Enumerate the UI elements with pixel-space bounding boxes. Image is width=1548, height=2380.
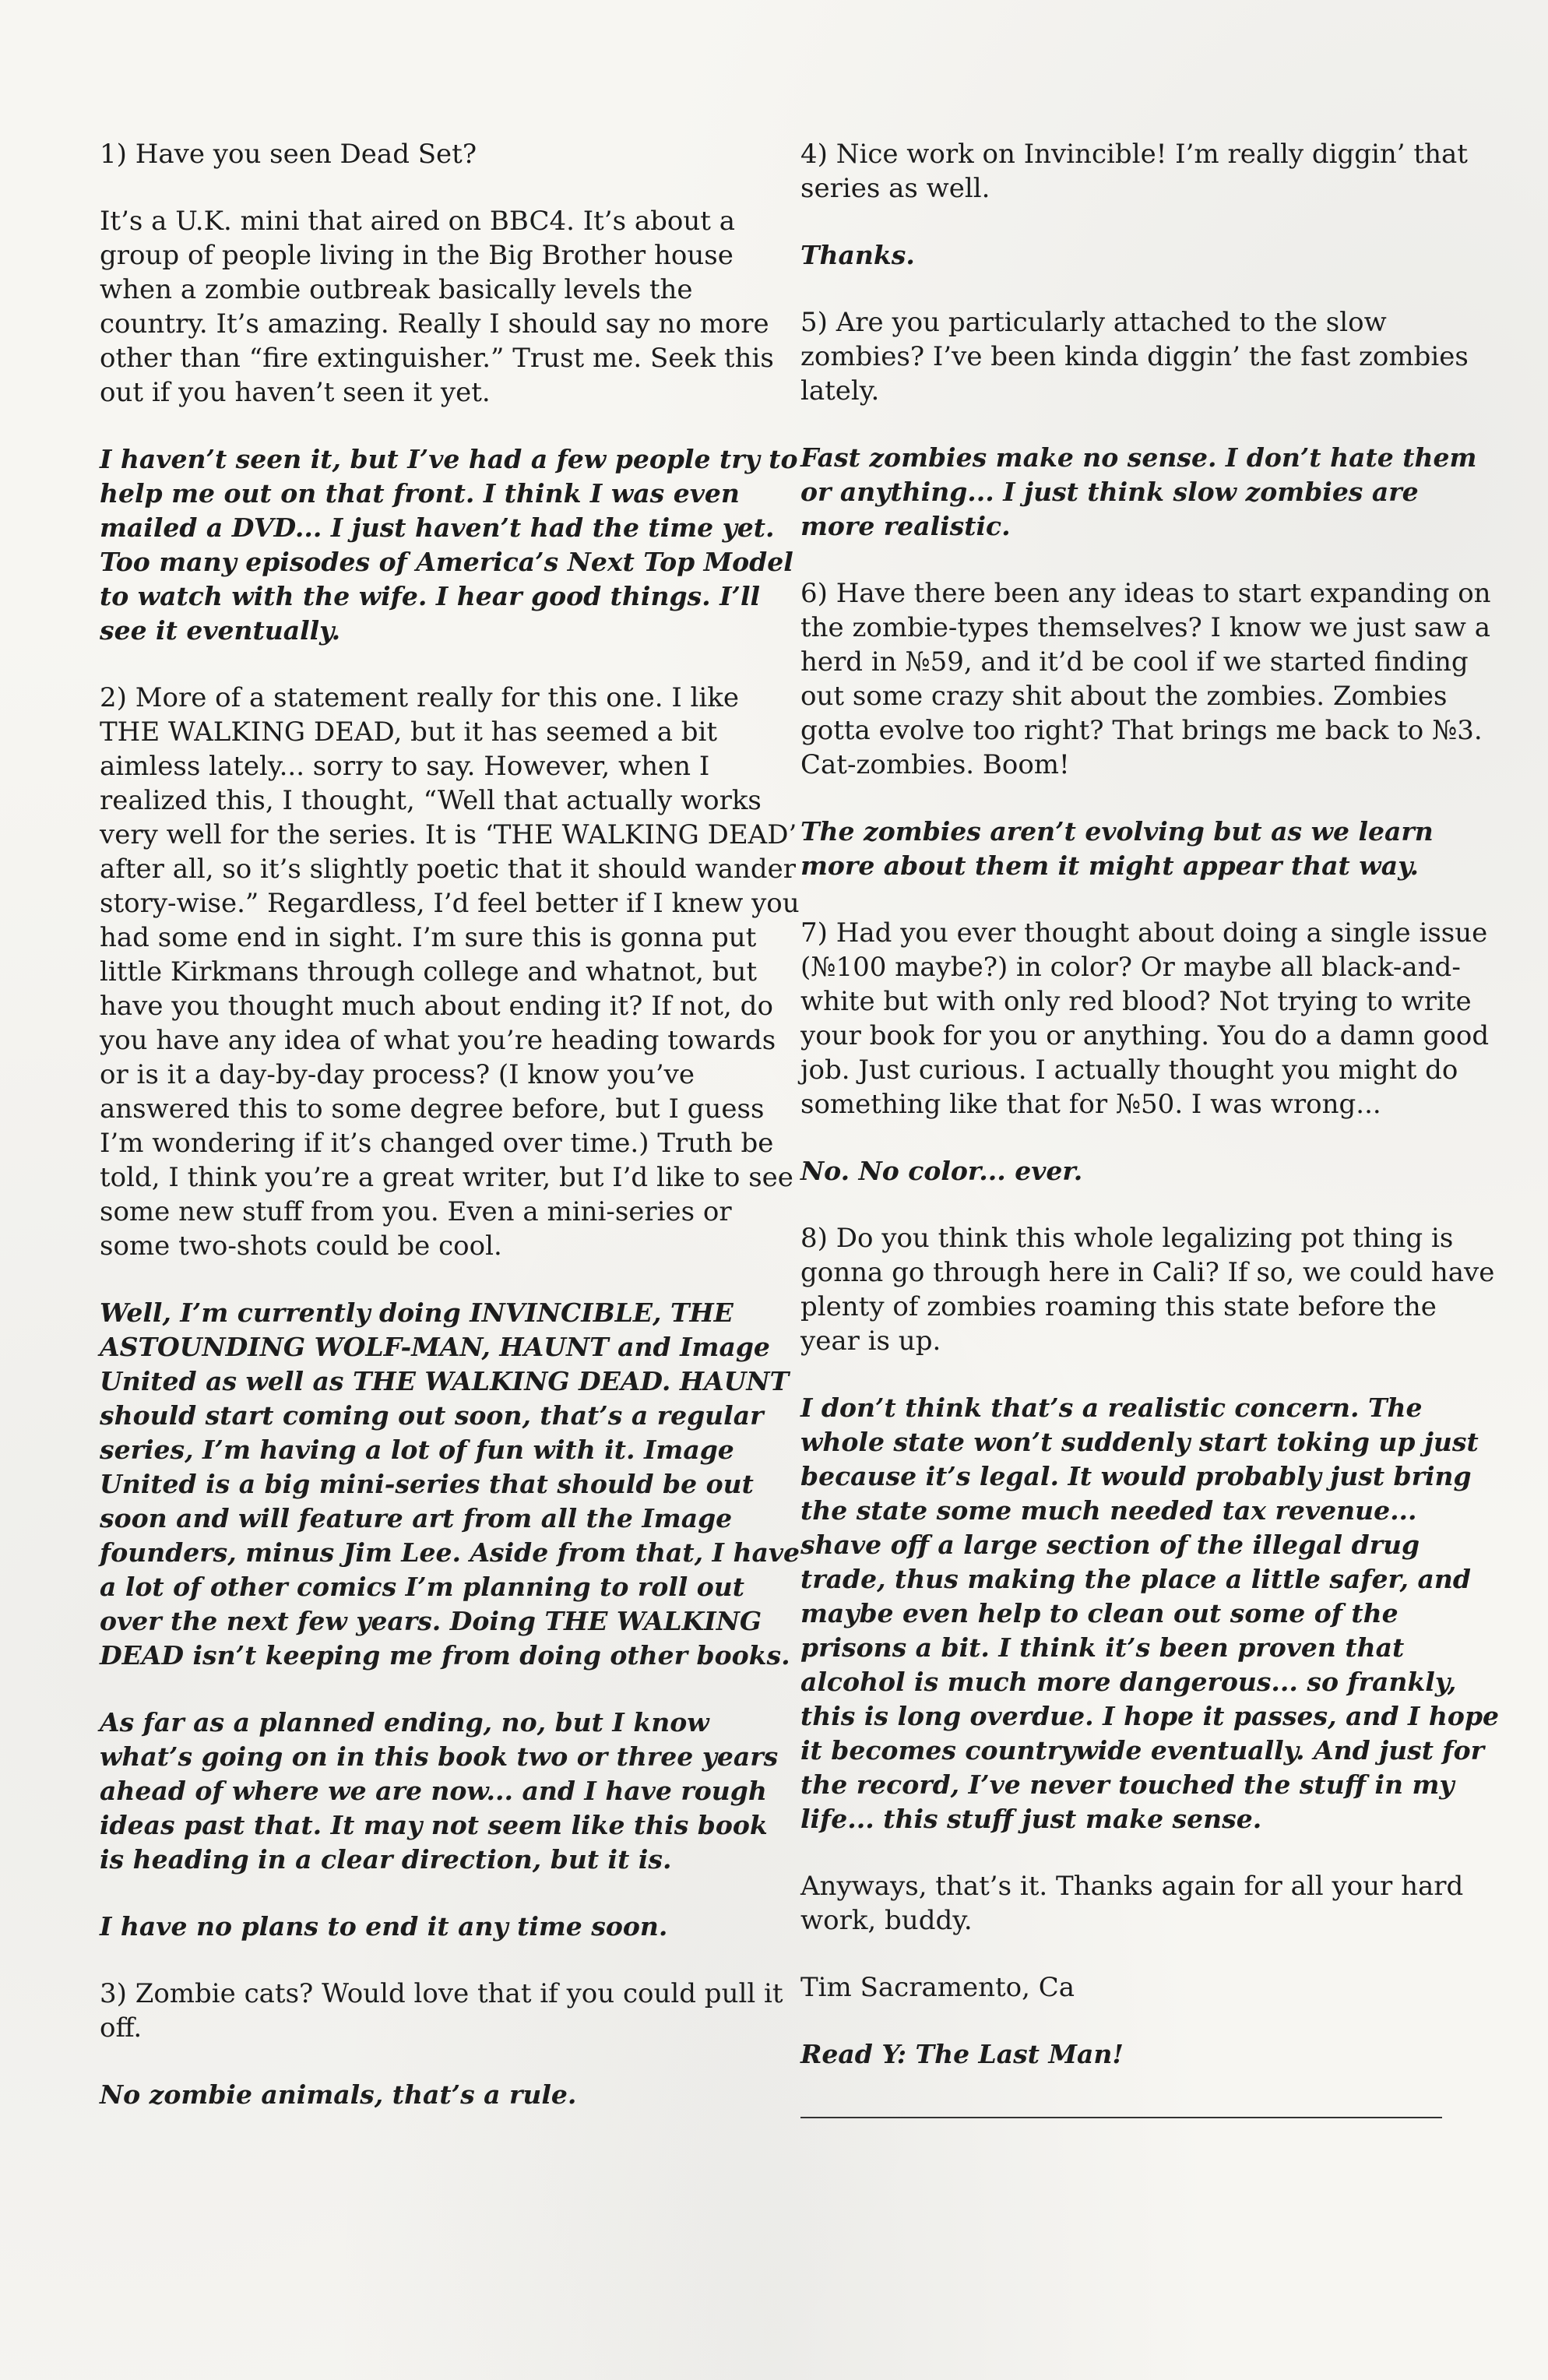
editor-reply: I haven’t seen it, but I’ve had a few people try to help me out on that front. I think I was even mailed a DVD... I just haven’t had the time yet. Too many episodes of America’s Next Top Model to watch with the wife. I hear good things. I’ll see it eventually. [100, 444, 798, 646]
editor-reply: The zombies aren’t evolving but as we learn more about them it might appear that way. [800, 816, 1434, 881]
letter-paragraph: 4) Nice work on Invincible! I’m really diggin’ that series as well. [800, 139, 1468, 204]
letter-paragraph: 2) More of a statement really for this one. I like THE WALKING DEAD, but it has seemed a bit aimless lately... sorry to say. However, when I realized this, I thought, “Well that actually works very well for the series. It is ‘THE WALKING DEAD’ after all, so it’s slightly poetic that it should wander story-wise.” Regardless, I’d feel better if I knew you had some end in sight. I’m sure this is gonna put little Kirkmans through college and whatnot, but have you thought much about ending it? If not, do you have any idea of what you’re heading towards or is it a day-by-day process? (I know you’ve answered this to some degree before, but I guess I’m wondering if it’s changed over time.) Truth be told, I think you’re a great writer, but I’d like to see some new stuff from you. Even a mini-series or some two-shots could be cool. [100, 682, 800, 1262]
letter-paragraph: 3) Zombie cats? Would love that if you could pull it off. [100, 1978, 783, 2044]
editor-reply: Read Y: The Last Man! [800, 2039, 1124, 2069]
editor-reply: Thanks. [800, 240, 915, 270]
editor-reply: As far as a planned ending, no, but I know what’s going on in this book two or three years ahead of where we are now... and I have rough ideas past that. It may not seem like this book is heading in a clear direction, but it is. [100, 1707, 779, 1875]
letter-paragraph: 7) Had you ever thought about doing a single issue (№100 maybe?) in color? Or maybe all black-and-white but with only red blood? Not trying to write your book for you or anything. You do a damn good job. Just curious. I actually thought you might do something like that for №50. I was wrong... [800, 917, 1490, 1120]
letter-paragraph: 5) Are you particularly attached to the slow zombies? I’ve been kinda diggin’ the fast zombies lately. [800, 307, 1469, 407]
letter-paragraph: It’s a U.K. mini that aired on BBC4. It’s about a group of people living in the Big Brother house when a zombie outbreak basically levels the country. It’s amazing. Really I should say no more other than “fire extinguisher.” Trust me. Seek this out if you haven’t seen it yet. [100, 206, 774, 408]
editor-reply: No zombie animals, that’s a rule. [100, 2079, 577, 2110]
editor-reply: Well, I’m currently doing INVINCIBLE, THE ASTOUNDING WOLF-MAN, HAUNT and Image United as well as THE WALKING DEAD. HAUNT should start coming out soon, that’s a regular series, I’m having a lot of fun with it. Image United is a big mini-series that should be out soon and will feature art from all the Image founders, minus Jim Lee. Aside from that, I have a lot of other comics I’m planning to roll out over the next few years. Doing THE WALKING DEAD isn’t keeping me from doing other books. [100, 1297, 800, 1671]
letter-paragraph: 6) Have there been any ideas to start expanding on the zombie-types themselves? I know we just saw a herd in №59, and it’d be cool if we started finding out some crazy shit about the zombies. Zombies gotta evolve too right? That brings me back to №3. Cat-zombies. Boom! [800, 578, 1491, 780]
letter-paragraph: 1) Have you seen Dead Set? [100, 139, 477, 170]
editor-reply: Fast zombies make no sense. I don’t hate them or anything... I just think slow zombies are more realistic. [800, 442, 1477, 541]
editor-reply: I don’t think that’s a realistic concern. The whole state won’t suddenly start toking up just because it’s legal. It would probably just bring the state some much needed tax revenue... shave off a large section of the illegal drug trade, thus making the place a little safer, and maybe even help to clean out some of the prisons a bit. I think it’s been proven that alcohol is much more dangerous... so frankly, this is long overdue. I hope it passes, and I hope it becomes countrywide eventually. And just for the record, I’ve never touched the stuff in my life... this stuff just make sense. [800, 1392, 1500, 1834]
letter-paragraph: 8) Do you think this whole legalizing pot thing is gonna go through here in Cali? If so, we could have plenty of zombies roaming this state before the year is up. [800, 1223, 1495, 1357]
right-column [800, 137, 1501, 2118]
letter-signature: Tim Sacramento, Ca [800, 1972, 1075, 2003]
divider-line [800, 2117, 1442, 2118]
editor-reply: No. No color... ever. [800, 1156, 1083, 1186]
editor-reply: I have no plans to end it any time soon. [100, 1911, 668, 1942]
left-column [100, 137, 800, 2145]
letter-sign-off: Anyways, that’s it. Thanks again for all your hard work, buddy. [800, 1871, 1464, 1936]
